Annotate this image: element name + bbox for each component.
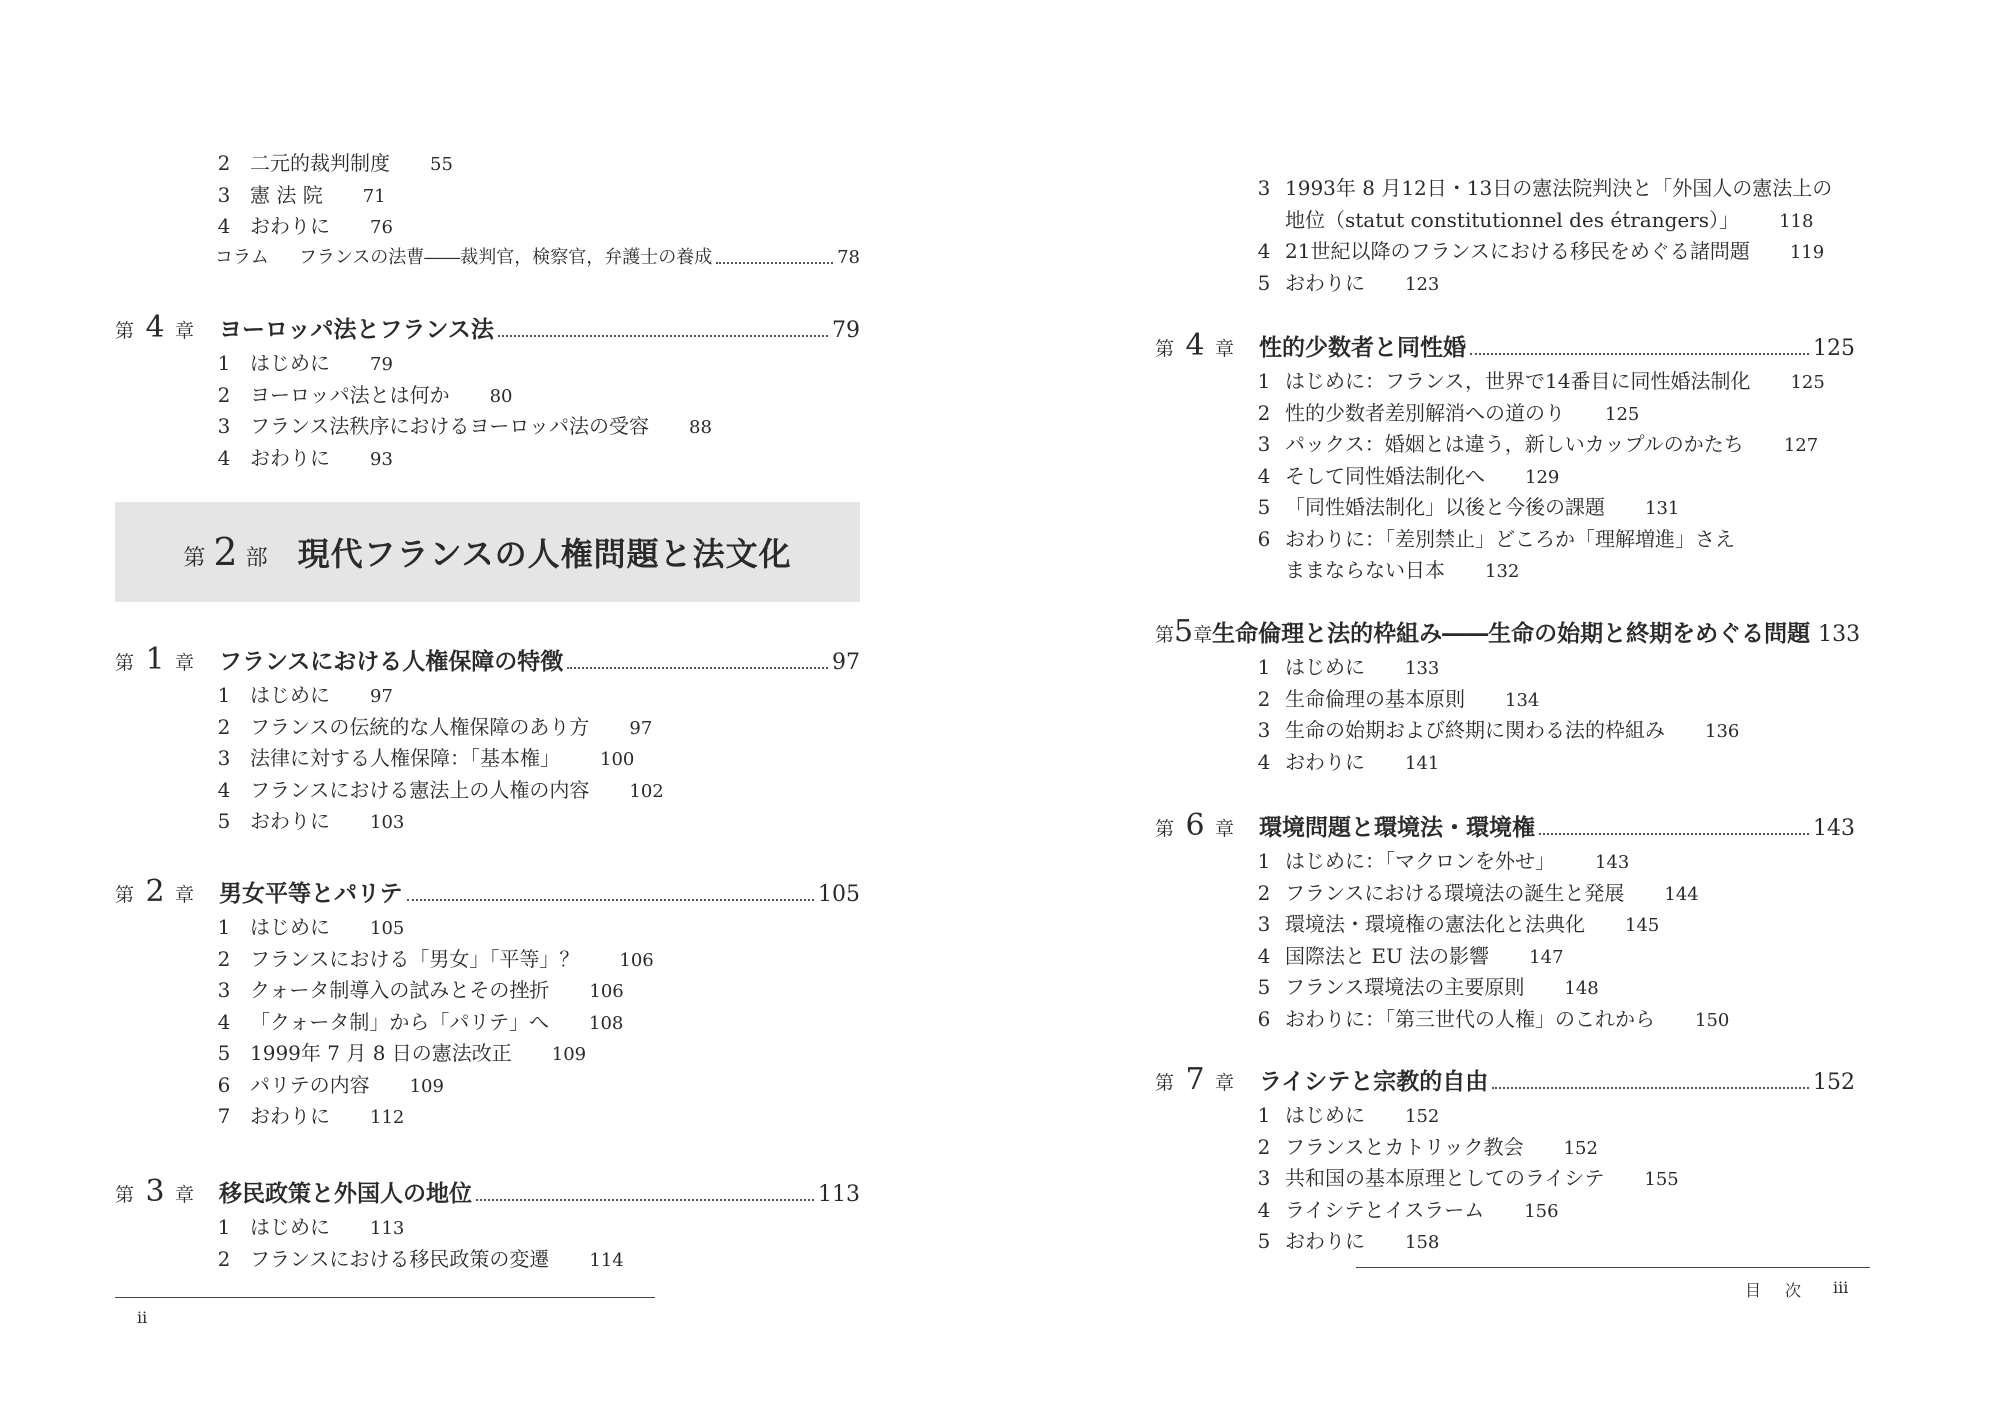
chapter-heading[interactable]: 第 4 章 性的少数者と同性婚 125 <box>1155 328 1855 363</box>
toc-section[interactable]: 1 はじめに 152 <box>1257 1103 1440 1127</box>
toc-section[interactable]: 6 おわりに：「第三世代の人権」のこれから 150 <box>1257 1006 1730 1031</box>
toc-section-continued[interactable]: ままならない日本 132 <box>1285 558 1520 582</box>
chapter-4-block <box>115 308 860 474</box>
toc-section[interactable]: 1 はじめに 105 <box>217 915 405 939</box>
chapter-heading[interactable]: 第 2 章 男女平等とパリテ 105 <box>115 874 860 909</box>
dot-leader <box>1539 833 1809 835</box>
section-list-cont <box>115 148 860 273</box>
toc-section[interactable]: 4 おわりに 93 <box>217 445 393 470</box>
chapter-5-block <box>1155 612 1861 778</box>
toc-section[interactable]: 2 フランスの伝統的な人権保障のあり方 97 <box>217 714 653 739</box>
dot-leader <box>1470 353 1809 355</box>
toc-section[interactable]: 4 21世紀以降のフランスにおける移民をめぐる諸問題 119 <box>1257 239 1825 263</box>
toc-section[interactable]: 3 法律に対する人権保障：「基本権」 100 <box>217 746 635 770</box>
toc-section[interactable]: 4 そして同性婚法制化へ 129 <box>1257 463 1560 488</box>
dot-leader <box>716 243 833 264</box>
toc-section[interactable]: 2 フランスにおける移民政策の変遷 114 <box>217 1246 624 1271</box>
toc-section[interactable]: 4 国際法と EU 法の影響 147 <box>1257 943 1564 968</box>
toc-section[interactable]: 3 憲 法 院 71 <box>217 182 386 207</box>
footer-label: 目 <box>1745 1281 1762 1300</box>
right-page <box>1000 0 2000 1414</box>
toc-section[interactable]: 3 共和国の基本原理としてのライシテ 155 <box>1257 1166 1679 1190</box>
dot-leader <box>1492 1087 1809 1089</box>
toc-section[interactable]: 5 「同性婚法制化」以後と今後の課題 131 <box>1257 495 1680 519</box>
chapter-heading[interactable]: 第 6 章 環境問題と環境法・環境権 143 <box>1155 808 1855 843</box>
toc-section[interactable]: 4 おわりに 141 <box>1257 749 1440 774</box>
page-number: iii <box>1833 1278 1849 1297</box>
chapter-heading[interactable]: 第 3 章 移民政策と外国人の地位 113 <box>115 1174 860 1209</box>
toc-section[interactable]: 1 はじめに：フランス，世界で14番目に同性婚法制化 125 <box>1257 369 1825 393</box>
toc-section[interactable]: 5 1999年 7 月 8 日の憲法改正 109 <box>217 1041 587 1065</box>
toc-section[interactable]: 4 ライシテとイスラーム 156 <box>1257 1197 1559 1222</box>
toc-section[interactable]: 1 はじめに 97 <box>217 683 393 707</box>
toc-section[interactable]: 1 はじめに 133 <box>1257 655 1440 679</box>
toc-section[interactable]: 2 二元的裁判制度 55 <box>217 151 453 175</box>
chapter-heading[interactable]: 第 4 章 ヨーロッパ法とフランス法 79 <box>115 310 860 345</box>
chapter-1-block <box>115 640 860 838</box>
dot-leader <box>498 335 828 337</box>
toc-section[interactable]: 5 フランス環境法の主要原則 148 <box>1257 975 1599 999</box>
toc-section[interactable]: 7 おわりに 112 <box>217 1104 405 1128</box>
column-entry[interactable]: コラム フランスの法曹――裁判官，検察官，弁護士の養成 78 <box>115 243 860 273</box>
dot-leader <box>407 899 814 901</box>
toc-section[interactable]: 3 フランス法秩序におけるヨーロッパ法の受容 88 <box>217 414 712 438</box>
chapter-heading[interactable]: 第 7 章 ライシテと宗教的自由 152 <box>1155 1062 1855 1097</box>
toc-section[interactable]: 2 フランスにおける環境法の誕生と発展 144 <box>1257 880 1699 905</box>
page-number: ii <box>137 1308 148 1327</box>
toc-section[interactable]: 1 はじめに 79 <box>217 351 393 375</box>
footer-rule <box>115 1297 655 1298</box>
chapter-4-block <box>1155 326 1855 587</box>
footer-label: 次 <box>1785 1281 1802 1300</box>
chapter-7-block <box>1155 1060 1855 1258</box>
toc-section[interactable]: 4 おわりに 76 <box>217 214 393 238</box>
running-footer <box>1745 1278 1848 1301</box>
toc-section[interactable]: 5 おわりに 123 <box>1257 270 1440 295</box>
toc-section[interactable]: 2 ヨーロッパ法とは何か 80 <box>217 382 513 407</box>
toc-section[interactable]: 3 パックス：婚姻とは違う，新しいカップルのかたち 127 <box>1257 432 1819 456</box>
toc-section[interactable]: 3 クォータ制導入の試みとその挫折 106 <box>217 978 624 1002</box>
part-heading[interactable]: 第 2 部 現代フランスの人権問題と法文化 <box>115 502 860 602</box>
toc-section[interactable]: 4 「クォータ制」から「パリテ」へ 108 <box>217 1009 624 1034</box>
toc-section[interactable]: 3 環境法・環境権の憲法化と法典化 145 <box>1257 912 1660 936</box>
toc-section[interactable]: 2 フランスにおける「男女」「平等」？ 106 <box>217 946 654 971</box>
toc-section[interactable]: 2 性的少数者差別解消への道のり 125 <box>1257 400 1640 425</box>
toc-section-continued[interactable]: 地位（statut constitutionnel des étrangers）」 118 <box>1285 207 1814 232</box>
toc-section[interactable]: 6 おわりに：「差別禁止」どころか「理解増進」さえ <box>1257 526 1735 551</box>
chapter-heading[interactable]: 第 5 章 生命倫理と法的枠組み――生命の始期と終期をめぐる問題 133 <box>1155 614 1861 649</box>
toc-section[interactable]: 1 はじめに 113 <box>217 1215 405 1239</box>
chapter-heading[interactable]: 第 1 章 フランスにおける人権保障の特徴 97 <box>115 642 860 677</box>
chapter-6-block <box>1155 806 1855 1035</box>
dot-leader <box>567 667 828 669</box>
chapter-2-block <box>115 872 860 1133</box>
footer-rule <box>1356 1267 1870 1268</box>
toc-section[interactable]: 2 生命倫理の基本原則 134 <box>1257 686 1540 711</box>
toc-section[interactable]: 1 はじめに：「マクロンを外せ」 143 <box>1257 849 1630 873</box>
toc-section[interactable]: 5 おわりに 103 <box>217 809 405 833</box>
chapter-3-block <box>115 1172 860 1275</box>
toc-section[interactable]: 2 フランスとカトリック教会 152 <box>1257 1134 1598 1159</box>
dot-leader <box>476 1199 814 1201</box>
toc-section[interactable]: 4 フランスにおける憲法上の人権の内容 102 <box>217 777 664 802</box>
toc-section[interactable]: 3 1993年 8 月12日・13日の憲法院判決と「外国人の憲法上の <box>1257 176 1833 200</box>
toc-section[interactable]: 3 生命の始期および終期に関わる法的枠組み 136 <box>1257 718 1740 742</box>
toc-section[interactable]: 6 パリテの内容 109 <box>217 1072 444 1097</box>
section-list-cont <box>1155 173 1855 299</box>
toc-section[interactable]: 5 おわりに 158 <box>1257 1229 1440 1253</box>
